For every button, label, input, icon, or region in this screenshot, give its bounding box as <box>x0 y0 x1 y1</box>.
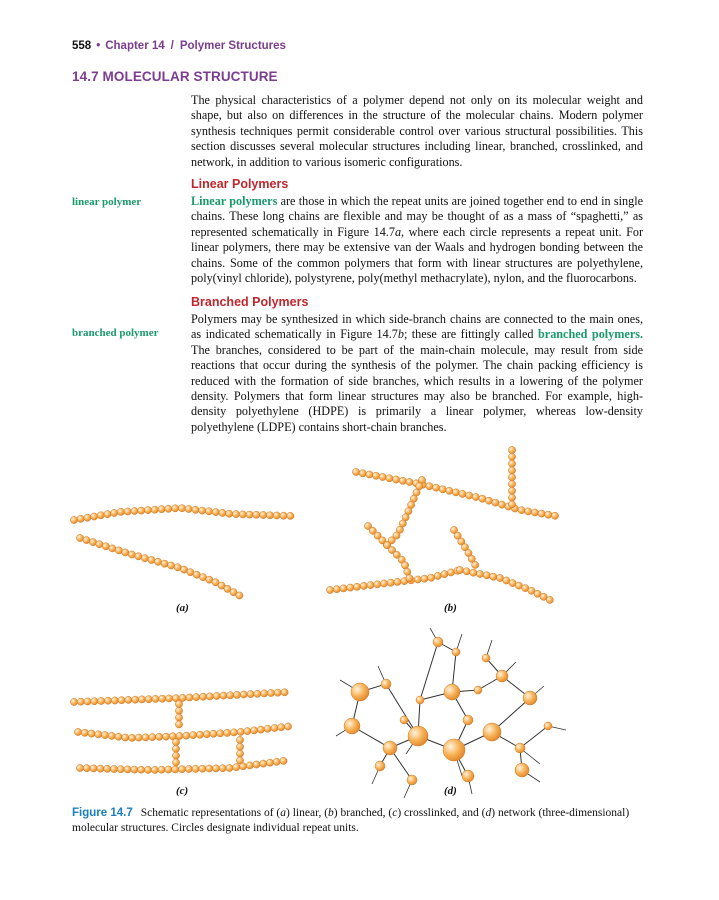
crosslinked-chain-bead <box>264 725 271 732</box>
linear-chain-bead <box>260 511 267 518</box>
crosslinked-chain-bead <box>95 731 102 738</box>
crosslinked-chain-bead <box>233 764 240 771</box>
crosslinked-chain-bead <box>97 765 104 772</box>
main-chain-bead <box>379 473 386 480</box>
side-branch-bead <box>508 474 515 481</box>
crosslinked-chain-bead <box>284 723 291 730</box>
crosslinked-chain-bead <box>230 729 237 736</box>
main-chain-bead <box>406 478 413 485</box>
linear-chain-bead <box>84 514 91 521</box>
main-chain-bead <box>352 468 359 475</box>
main-chain-bead <box>421 575 428 582</box>
linear-chain-bead <box>246 511 253 518</box>
network-node <box>462 770 474 782</box>
crosslinked-chain-bead <box>240 691 247 698</box>
network-node <box>496 670 508 682</box>
main-chain-bead <box>380 580 387 587</box>
main-chain-bead <box>353 583 360 590</box>
main-chain-bead <box>476 570 483 577</box>
chapter-title: Polymer Structures <box>179 40 286 52</box>
main-chain-bead <box>531 509 538 516</box>
network-node <box>416 696 424 704</box>
header-separator-dot: • <box>96 40 101 52</box>
network-node <box>452 648 460 656</box>
main-chain-bead <box>394 578 401 585</box>
crosslinked-chain-bead <box>104 765 111 772</box>
linear-chain-bead <box>77 515 84 522</box>
crosslinked-chain-bead <box>190 732 197 739</box>
linear-chain-bead <box>144 507 151 514</box>
main-chain-bead <box>472 493 479 500</box>
crosslinked-chain-bead <box>186 694 193 701</box>
crosslinked-chain-bead <box>165 766 172 773</box>
section-title: 14.7 MOLECULAR STRUCTURE <box>72 69 278 84</box>
crosslinked-chain-bead <box>271 724 278 731</box>
main-chain-bead <box>492 499 499 506</box>
side-branch-bead <box>402 562 409 569</box>
main-chain-bead <box>498 501 505 508</box>
crosslinked-chain-bead <box>158 766 165 773</box>
main-chain-bead <box>433 484 440 491</box>
linear-chain-bead <box>165 505 172 512</box>
linear-chain-bead <box>226 510 233 517</box>
crosslinked-chain-bead <box>260 760 267 767</box>
network-node <box>474 686 482 694</box>
network-node <box>383 741 397 755</box>
crosslinked-chain-bead <box>217 730 224 737</box>
linear-chain-bead <box>141 555 148 562</box>
crosslinked-chain-bead <box>178 766 185 773</box>
crosslinked-chain-bead <box>117 766 124 773</box>
main-chain-bead <box>366 471 373 478</box>
main-chain-bead <box>333 586 340 593</box>
network-bond <box>420 642 438 700</box>
main-chain-bead <box>452 489 459 496</box>
crosslinked-chain-bead <box>111 697 118 704</box>
main-chain-bead <box>434 572 441 579</box>
crosslinked-chain-bead <box>144 766 151 773</box>
main-chain-bead <box>551 512 558 519</box>
panel-label-c: (c) <box>176 785 189 797</box>
crosslink-bead <box>175 714 182 721</box>
branched-polymers-paragraph: Polymers may be synthesized in which side-branch chains are connected to the main ones, as indicated schematically in Figure 14.7b; these are fittingly called branched polymers. The branches, considered to be part of the main-chain molecule, may result from side reactions that occur during the synthesis of the polymer. The chain packing efficiency is reduced with the formation of side branches, which results in a lowering of the polymer density. Polymers that form linear structures may also be branched. For example, high-density polyethylene (HDPE) is primarily a linear polymer, whereas low-density polyethylene (LDPE) contains short-chain branches. <box>191 312 644 434</box>
linear-chain-bead <box>219 509 226 516</box>
crosslink-bead <box>175 707 182 714</box>
crosslink-bead <box>236 736 243 743</box>
main-chain-bead <box>399 477 406 484</box>
crosslinked-chain-bead <box>253 761 260 768</box>
network-node <box>408 726 428 746</box>
crosslinked-chain-bead <box>110 765 117 772</box>
network-node <box>463 715 473 725</box>
crosslinked-chain-bead <box>152 695 159 702</box>
main-chain-bead <box>546 596 553 603</box>
linear-chain-bead <box>185 505 192 512</box>
main-chain-bead <box>456 566 463 573</box>
linear-chain-bead <box>89 539 96 546</box>
crosslinked-chain-bead <box>247 691 254 698</box>
figure-caption: Figure 14.7 Schematic representations of (a) linear, (b) branched, (c) crosslinked, and (d) network (three-dimensional) molecular structures. Circles designate individual repeat units. <box>72 807 630 834</box>
crosslinked-chain-bead <box>183 732 190 739</box>
main-chain-bead <box>428 574 435 581</box>
crosslinked-chain-bead <box>267 689 274 696</box>
crosslinked-chain-bead <box>233 691 240 698</box>
crosslinked-chain-bead <box>166 695 173 702</box>
crosslink-bead <box>172 745 179 752</box>
crosslinked-chain-bead <box>281 689 288 696</box>
crosslinked-chain-bead <box>118 697 125 704</box>
main-chain-bead <box>393 476 400 483</box>
term-branched-polymers: branched polymers. <box>538 327 644 342</box>
linear-chain-bead <box>178 505 185 512</box>
main-chain-bead <box>525 508 532 515</box>
crosslinked-chain-bead <box>145 696 152 703</box>
linear-chain-bead <box>131 507 138 514</box>
linear-chain-bead <box>104 511 111 518</box>
crosslinked-chain-bead <box>251 727 258 734</box>
intro-paragraph: The physical characteristics of a polymer depend not only on its molecular weight and shape, but also on differences in the structure of the molecular chains. Modern polymer synthesis techniques permit considerable control over various structural possibilities. This section discusses several molecular structures including linear, branched, crosslinked, and network, in addition to various isomeric configurations. <box>191 93 643 169</box>
crosslinked-chain-bead <box>83 765 90 772</box>
side-branch-bead <box>404 568 411 575</box>
main-chain-bead <box>545 511 552 518</box>
crosslinked-chain-bead <box>206 693 213 700</box>
crosslink-bead <box>236 750 243 757</box>
crosslinked-chain-bead <box>77 698 84 705</box>
panel-label-a: (a) <box>176 602 189 614</box>
crosslinked-chain-bead <box>115 733 122 740</box>
linear-chain-bead <box>154 558 161 565</box>
crosslinked-chain-bead <box>156 733 163 740</box>
crosslinked-chain-bead <box>135 734 142 741</box>
molecular-structure-diagram <box>0 430 719 810</box>
side-branch-bead <box>472 561 479 568</box>
linear-chain-bead <box>239 511 246 518</box>
network-node <box>344 718 360 734</box>
figure-number: Figure 14.7 <box>72 807 133 819</box>
crosslinked-chain-bead <box>219 765 226 772</box>
main-chain-bead <box>485 497 492 504</box>
side-branch-bead <box>508 446 515 453</box>
main-chain-bead <box>515 582 522 589</box>
crosslinked-chain-bead <box>81 729 88 736</box>
crosslinked-chain-bead <box>70 698 77 705</box>
crosslinked-chain-bead <box>193 694 200 701</box>
linear-chain-bead <box>117 508 124 515</box>
linear-chain-bead <box>212 509 219 516</box>
linear-chain-bead <box>287 512 294 519</box>
figure-ref-a: a <box>394 224 402 239</box>
crosslinked-chain-bead <box>125 696 132 703</box>
linear-chain-bead <box>109 545 116 552</box>
crosslinked-chain-bead <box>212 765 219 772</box>
main-chain-bead <box>483 572 490 579</box>
linear-chain-bead <box>122 549 129 556</box>
main-chain-bead <box>347 584 354 591</box>
network-node <box>483 723 501 741</box>
page-number: 558 <box>72 40 92 52</box>
linear-chain-bead <box>266 512 273 519</box>
linear-chain-bead <box>83 537 90 544</box>
crosslinked-chain-bead <box>274 689 281 696</box>
crosslinked-chain-bead <box>257 726 264 733</box>
network-node <box>381 679 391 689</box>
main-chain-bead <box>446 487 453 494</box>
side-branch-bead <box>508 467 515 474</box>
crosslinked-chain-bead <box>206 765 213 772</box>
side-branch-bead <box>508 494 515 501</box>
side-branch-bead <box>508 460 515 467</box>
linear-chain-bead <box>232 511 239 518</box>
linear-chain-bead <box>151 506 158 513</box>
main-chain-bead <box>479 495 486 502</box>
linear-chain-bead <box>161 560 168 567</box>
crosslink-bead <box>236 757 243 764</box>
crosslinked-chain-bead <box>278 724 285 731</box>
linear-chain-bead <box>128 551 135 558</box>
crosslinked-chain-bead <box>261 690 268 697</box>
linear-chain-bead <box>168 562 175 569</box>
linear-chain-bead <box>135 553 142 560</box>
crosslinked-chain-bead <box>227 692 234 699</box>
linear-chain-bead <box>174 564 181 571</box>
crosslink-bead <box>175 721 182 728</box>
crosslinked-chain-bead <box>172 766 179 773</box>
figure-ref-b: b <box>397 327 404 342</box>
crosslinked-chain-bead <box>132 696 139 703</box>
linear-chain-bead <box>124 508 131 515</box>
crosslinked-chain-bead <box>104 697 111 704</box>
linear-chain-bead <box>111 509 118 516</box>
network-node <box>433 637 443 647</box>
linear-chain-bead <box>96 541 103 548</box>
crosslinked-chain-bead <box>203 731 210 738</box>
crosslinked-chain-bead <box>185 765 192 772</box>
linear-polymers-paragraph: Linear polymers are those in which the repeat units are joined together end to end in single chains. These long chains are flexible and may be thought of as a mass of “spaghetti,” as represented schematically in Figure 14.7a, where each circle represents a repeat unit. For linear polymers, there may be extensive van der Waals and hydrogen bonding between the chains. Some of the common polymers that form with linear structures are polyethylene, poly(vinyl chloride), polystyrene, poly(methyl methacrylate), nylon, and the fluorocarbons. <box>191 194 644 286</box>
linear-chain-bead <box>148 556 155 563</box>
crosslinked-chain-bead <box>91 698 98 705</box>
crosslinked-chain-bead <box>159 695 166 702</box>
main-chain-bead <box>441 571 448 578</box>
margin-term-linear-polymer: linear polymer <box>72 196 142 208</box>
network-node <box>482 654 490 662</box>
network-node <box>544 722 552 730</box>
linear-chain-bead <box>115 547 122 554</box>
crosslink-bead <box>175 700 182 707</box>
main-chain-bead <box>367 582 374 589</box>
network-node <box>351 683 369 701</box>
linear-polymers-heading: Linear Polymers <box>191 177 289 191</box>
crosslinked-chain-bead <box>138 766 145 773</box>
crosslinked-chain-bead <box>98 697 105 704</box>
panel-label-d: (d) <box>444 785 457 797</box>
chapter-label: Chapter 14 <box>105 40 165 52</box>
linear-chain-bead <box>199 507 206 514</box>
crosslinked-chain-bead <box>224 729 231 736</box>
linear-chain-bead <box>205 508 212 515</box>
crosslink-bead <box>172 759 179 766</box>
crosslinked-chain-bead <box>254 690 261 697</box>
linear-chain-bead <box>253 511 260 518</box>
crosslinked-chain-bead <box>226 764 233 771</box>
main-chain-bead <box>374 581 381 588</box>
main-chain-bead <box>386 475 393 482</box>
main-chain-bead <box>360 582 367 589</box>
linear-chain-bead <box>138 507 145 514</box>
network-node <box>400 716 408 724</box>
main-chain-bead <box>459 490 466 497</box>
network-node <box>375 761 385 771</box>
main-chain-bead <box>340 585 347 592</box>
main-chain-bead <box>359 470 366 477</box>
crosslink-bead <box>172 738 179 745</box>
crosslinked-chain-bead <box>138 696 145 703</box>
crosslinked-chain-bead <box>76 764 83 771</box>
network-bond <box>520 726 548 748</box>
crosslinked-chain-bead <box>124 766 131 773</box>
side-branch-bead <box>508 453 515 460</box>
linear-chain-bead <box>236 592 243 599</box>
main-chain-bead <box>463 568 470 575</box>
crosslinked-chain-bead <box>122 734 129 741</box>
crosslinked-chain-bead <box>220 692 227 699</box>
main-chain-bead <box>447 569 454 576</box>
main-chain-bead <box>538 510 545 517</box>
crosslinked-chain-bead <box>88 730 95 737</box>
branched-polymers-heading: Branched Polymers <box>191 295 309 309</box>
running-head <box>72 40 286 52</box>
crosslinked-chain-bead <box>84 698 91 705</box>
crosslinked-chain-bead <box>280 757 287 764</box>
linear-chain-bead <box>91 513 98 520</box>
main-chain-bead <box>518 507 525 514</box>
main-chain-bead <box>439 486 446 493</box>
network-node <box>523 691 537 705</box>
main-chain-bead <box>490 573 497 580</box>
main-chain-bead <box>466 492 473 499</box>
linear-chain-bead <box>172 505 179 512</box>
main-chain-bead <box>387 579 394 586</box>
linear-chain-bead <box>76 534 83 541</box>
crosslink-bead <box>236 743 243 750</box>
crosslinked-chain-bead <box>74 728 81 735</box>
network-node <box>443 739 465 761</box>
crosslinked-chain-bead <box>101 732 108 739</box>
linear-chain-bead <box>158 506 165 513</box>
figure-14-7 <box>0 430 719 810</box>
crosslinked-chain-bead <box>213 692 220 699</box>
crosslinked-chain-bead <box>237 728 244 735</box>
crosslinked-chain-bead <box>90 765 97 772</box>
crosslinked-chain-bead <box>210 730 217 737</box>
crosslinked-chain-bead <box>196 731 203 738</box>
network-node <box>407 775 417 785</box>
crosslinked-chain-bead <box>273 758 280 765</box>
network-node <box>515 763 529 777</box>
crosslinked-chain-bead <box>199 765 206 772</box>
main-chain-bead <box>426 483 433 490</box>
crosslinked-chain-bead <box>266 759 273 766</box>
main-chain-bead <box>373 472 380 479</box>
margin-term-branched-polymer: branched polymer <box>72 327 159 339</box>
crosslinked-chain-bead <box>200 693 207 700</box>
side-branch-bead <box>508 487 515 494</box>
linear-chain-bead <box>280 512 287 519</box>
crosslinked-chain-bead <box>151 766 158 773</box>
linear-chain-bead <box>97 512 104 519</box>
crosslink-bead <box>172 752 179 759</box>
side-branch-bead <box>406 575 413 582</box>
header-separator-slash: / <box>170 40 174 52</box>
term-linear-polymers: Linear polymers <box>191 194 278 208</box>
main-chain-bead <box>326 586 333 593</box>
crosslinked-chain-bead <box>142 734 149 741</box>
side-branch-bead <box>508 501 515 508</box>
crosslinked-chain-bead <box>162 733 169 740</box>
main-chain-bead <box>470 569 477 576</box>
crosslinked-chain-bead <box>131 766 138 773</box>
linear-chain-bead <box>192 506 199 513</box>
panel-label-b: (b) <box>444 602 457 614</box>
linear-chain-bead <box>273 512 280 519</box>
main-chain-bead <box>414 576 421 583</box>
crosslinked-chain-bead <box>149 734 156 741</box>
crosslinked-chain-bead <box>244 728 251 735</box>
side-branch-bead <box>508 480 515 487</box>
crosslinked-chain-bead <box>192 765 199 772</box>
crosslinked-chain-bead <box>129 734 136 741</box>
linear-chain-bead <box>70 516 77 523</box>
network-node <box>515 743 525 753</box>
linear-chain-bead <box>102 543 109 550</box>
network-node <box>444 684 460 700</box>
crosslinked-chain-bead <box>108 732 115 739</box>
crosslinked-chain-bead <box>246 762 253 769</box>
